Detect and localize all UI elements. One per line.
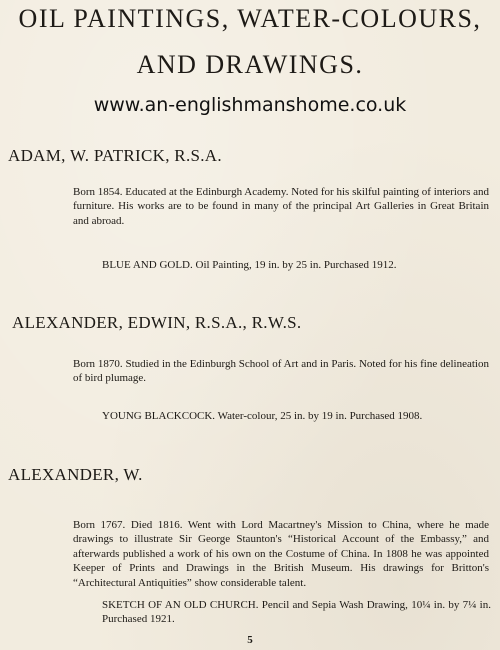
- bio-text: Born 1870. Studied in the Edinburgh School of Art and in Paris. Noted for his fine delineation of bird plumage.: [73, 358, 489, 385]
- bio-text: Born 1767. Died 1816. Went with Lord Macartney's Mission to China, where he made drawings to illustrate Sir George Staunton's “Historical Account of the Embassy,” and afterwards published a work of his own on the Costume of China. In 1808 he was appointed Keeper of Prints and Drawings in the British Museum. His drawings for Britton's “Architectural Antiquities” show considerable talent.: [73, 519, 489, 589]
- artwork-sketch-of-an-old-church: SKETCH OF AN OLD CHURCH. Pencil and Sepia Wash Drawing, 10¼ in. by 7¼ in. Purchased 1921.: [102, 599, 491, 626]
- website-watermark: www.an-englishmanshome.co.uk: [93, 94, 407, 116]
- page-title-line-2: AND DRAWINGS.: [136, 50, 364, 79]
- artist-name-adam: ADAM, W. PATRICK, R.S.A.: [8, 146, 222, 165]
- artist-bio-alexander-w: [73, 518, 489, 590]
- artist-bio-alexander-edwin: [73, 357, 489, 386]
- bio-text: Born 1854. Educated at the Edinburgh Academy. Noted for his skilful painting of interiors and furniture. His works are to be found in many of the principal Art Galleries in Great Britain and abroad.: [73, 186, 489, 227]
- artist-name-alexander-edwin: ALEXANDER, EDWIN, R.S.A., R.W.S.: [12, 313, 302, 332]
- artist-name-alexander-w: ALEXANDER, W.: [8, 465, 143, 484]
- page-number: 5: [247, 634, 253, 646]
- page-title-line-1: OIL PAINTINGS, WATER-COLOURS,: [18, 4, 482, 33]
- artist-bio-adam: [73, 185, 489, 228]
- artwork-blue-and-gold: BLUE AND GOLD. Oil Painting, 19 in. by 25 in. Purchased 1912.: [102, 259, 397, 271]
- artwork-young-blackcock: YOUNG BLACKCOCK. Water-colour, 25 in. by 19 in. Purchased 1908.: [102, 410, 423, 422]
